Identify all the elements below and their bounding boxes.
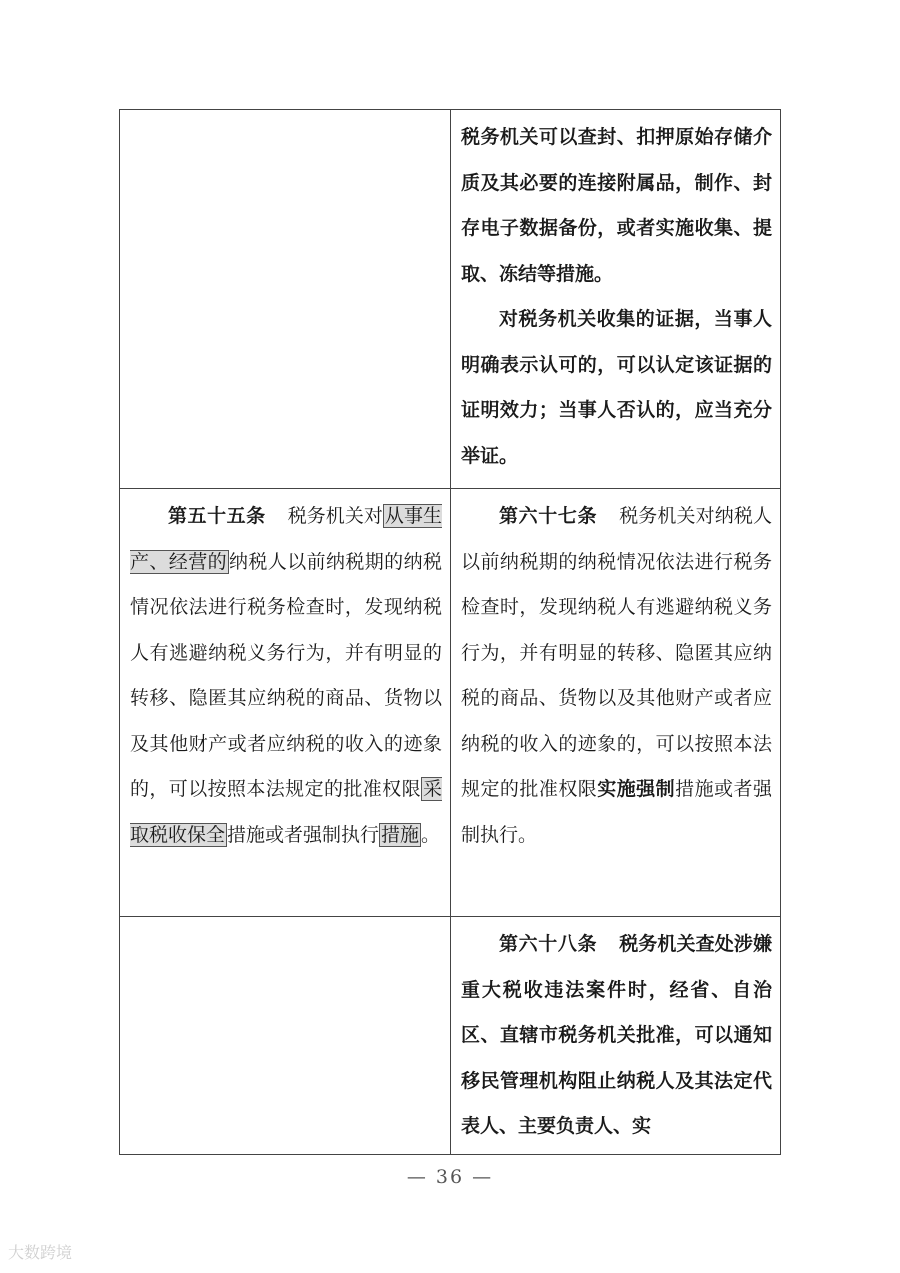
body-text: 措施或者强制执行 xyxy=(227,823,380,846)
old-law-cell xyxy=(120,917,450,1154)
bold-text: 实施强制 xyxy=(597,778,676,800)
body-text: 税务机关对 xyxy=(287,505,383,527)
new-law-cell xyxy=(450,917,780,1154)
table-row xyxy=(120,110,780,488)
table-row xyxy=(120,488,780,916)
body-text: 纳税人以前纳税期的纳税情况依法进行税务检查时，发现纳税人有逃避纳税义务行为，并有明显的转移、隐匿其应纳税的商品、货物以及其他财产或者应纳税的收入的迹象的，可以按照本法规定的批准权限 xyxy=(130,550,442,800)
highlight-mark: 措施 xyxy=(381,823,420,846)
paragraph: 税务机关可以查封、扣押原始存储介质及其必要的连接附属品，制作、封存电子数据备份，或者实施收集、提取、冻结等措施。 xyxy=(461,126,772,285)
article-number: 第五十五条 xyxy=(168,505,266,527)
watermark: 大数跨境 xyxy=(8,1243,73,1262)
paragraph: 对税务机关收集的证据，当事人明确表示认可的，可以认定该证据的证明效力；当事人否认的，应当充分举证。 xyxy=(461,308,772,467)
body-text: 措施或者强制执行。 xyxy=(461,778,772,846)
highlight-mark: 采取税收保全 xyxy=(130,778,442,846)
highlight-mark: 从事生产、经营的 xyxy=(130,505,442,573)
article-number: 第六十七条 xyxy=(499,505,598,527)
body-text: 税务机关对纳税人以前纳税期的纳税情况依法进行税务检查时，发现纳税人有逃避纳税义务行为，并有明显的转移、隐匿其应纳税的商品、货物以及其他财产或者应纳税的收入的迹象的，可以按照本法规定的批准权限 xyxy=(461,505,772,800)
body-text: 税务机关查处涉嫌重大税收违法案件时，经省、自治区、直辖市税务机关批准，可以通知移民管理机构阻止纳税人及其法定代表人、主要负责人、实 xyxy=(461,933,772,1137)
body-text: 。 xyxy=(421,823,441,846)
page-number: — 36 — xyxy=(406,1166,494,1188)
new-law-cell xyxy=(450,110,780,488)
comparison-table xyxy=(119,109,781,1155)
old-law-cell xyxy=(120,489,450,916)
article-number: 第六十八条 xyxy=(499,933,598,955)
new-law-cell xyxy=(450,489,780,916)
table-row xyxy=(120,916,780,1154)
old-law-cell xyxy=(120,110,450,488)
